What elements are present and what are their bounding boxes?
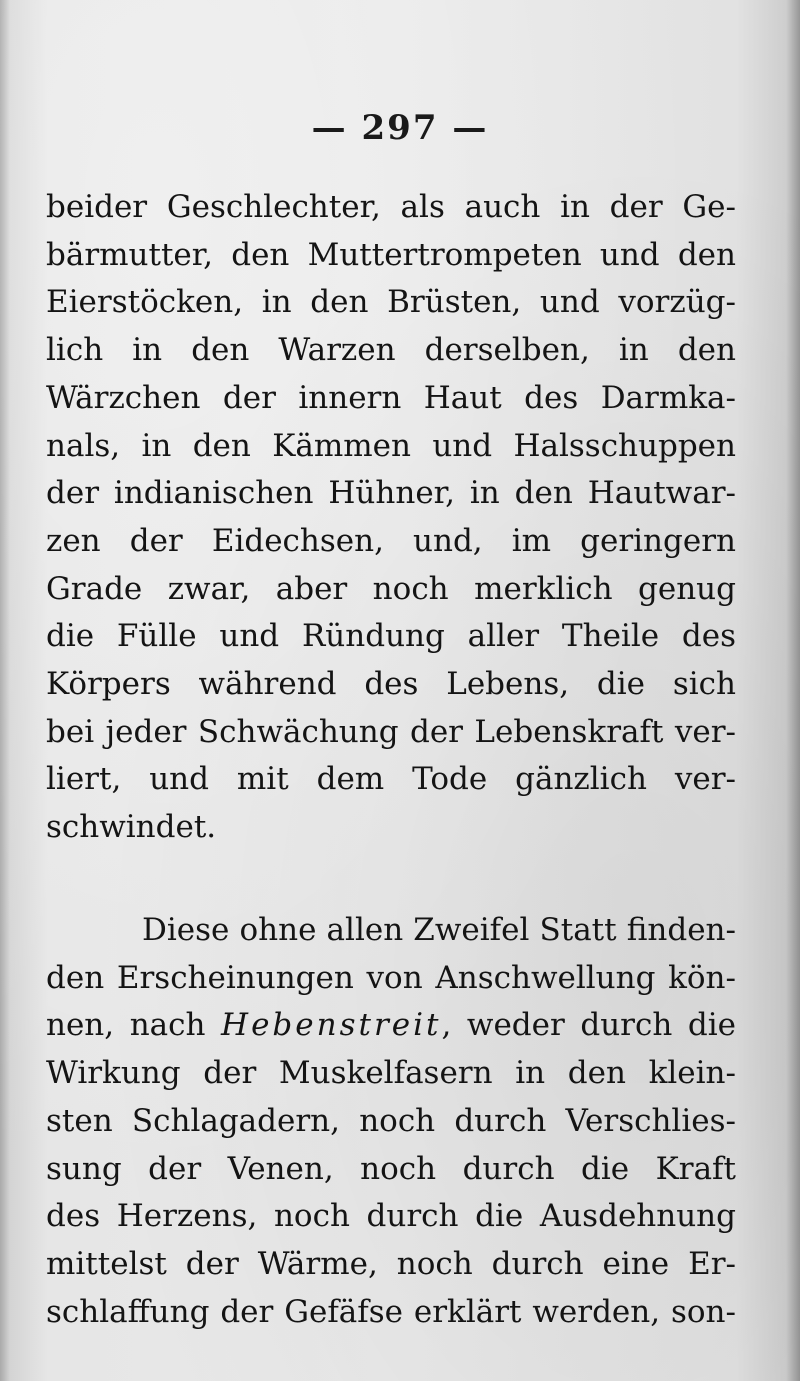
text-line: Diese ohne allen Zweifel Statt finden- (142, 912, 736, 948)
text-line: schwindet. (46, 809, 217, 846)
text-line: der indianischen Hühner, in den Hautwar- (46, 475, 736, 512)
page-shadow-right (786, 0, 800, 1381)
text-line: des Herzens, noch durch die Ausdehnung (46, 1198, 736, 1235)
page-shadow-left (0, 0, 10, 1381)
text-line: Eierstöcken, in den Brüsten, und vorzüg- (46, 284, 736, 321)
text-line: den Erscheinungen von Anschwellung kön- (46, 959, 736, 996)
text-line: lich in den Warzen derselben, in den (46, 332, 736, 369)
text-line: mittelst der Wärme, noch durch eine Er- (46, 1245, 736, 1282)
text-fragment: nen, nach (46, 1007, 222, 1044)
text-line: liert, und mit dem Tode gänzlich ver- (46, 761, 736, 798)
text-line: bei jeder Schwächung der Lebenskraft ver- (46, 713, 736, 750)
text-line: zen der Eidechsen, und, im geringern (46, 522, 736, 559)
paragraph-2 (46, 907, 736, 1336)
paragraph-1 (46, 184, 736, 852)
text-line-with-author (46, 1002, 736, 1050)
text-line: bärmutter, den Muttertrompeten und den (46, 236, 736, 273)
text-line: Körpers während des Lebens, die sich (46, 666, 736, 703)
text-line: sten Schlagadern, noch durch Verschlies- (46, 1102, 736, 1139)
page-number-header: — 297 — (311, 108, 489, 148)
text-line: Wärzchen der innern Haut des Darmka- (46, 379, 736, 416)
text-line: sung der Venen, noch durch die Kraft (46, 1150, 736, 1187)
text-line: Grade zwar, aber noch merklich genug (46, 570, 736, 607)
text-line: Wirkung der Muskelfasern in den klein- (46, 1055, 736, 1092)
text-line: beider Geschlechter, als auch in der Ge- (46, 189, 736, 225)
text-fragment: , weder durch die (441, 1007, 736, 1044)
author-name: Hebenstreit (221, 1007, 442, 1044)
text-line: schlaffung der Gefäfse erklärt werden, son- (46, 1293, 736, 1330)
text-line: die Fülle und Ründung aller Theile des (46, 618, 736, 655)
text-line: nals, in den Kämmen und Halsschuppen (46, 427, 736, 464)
